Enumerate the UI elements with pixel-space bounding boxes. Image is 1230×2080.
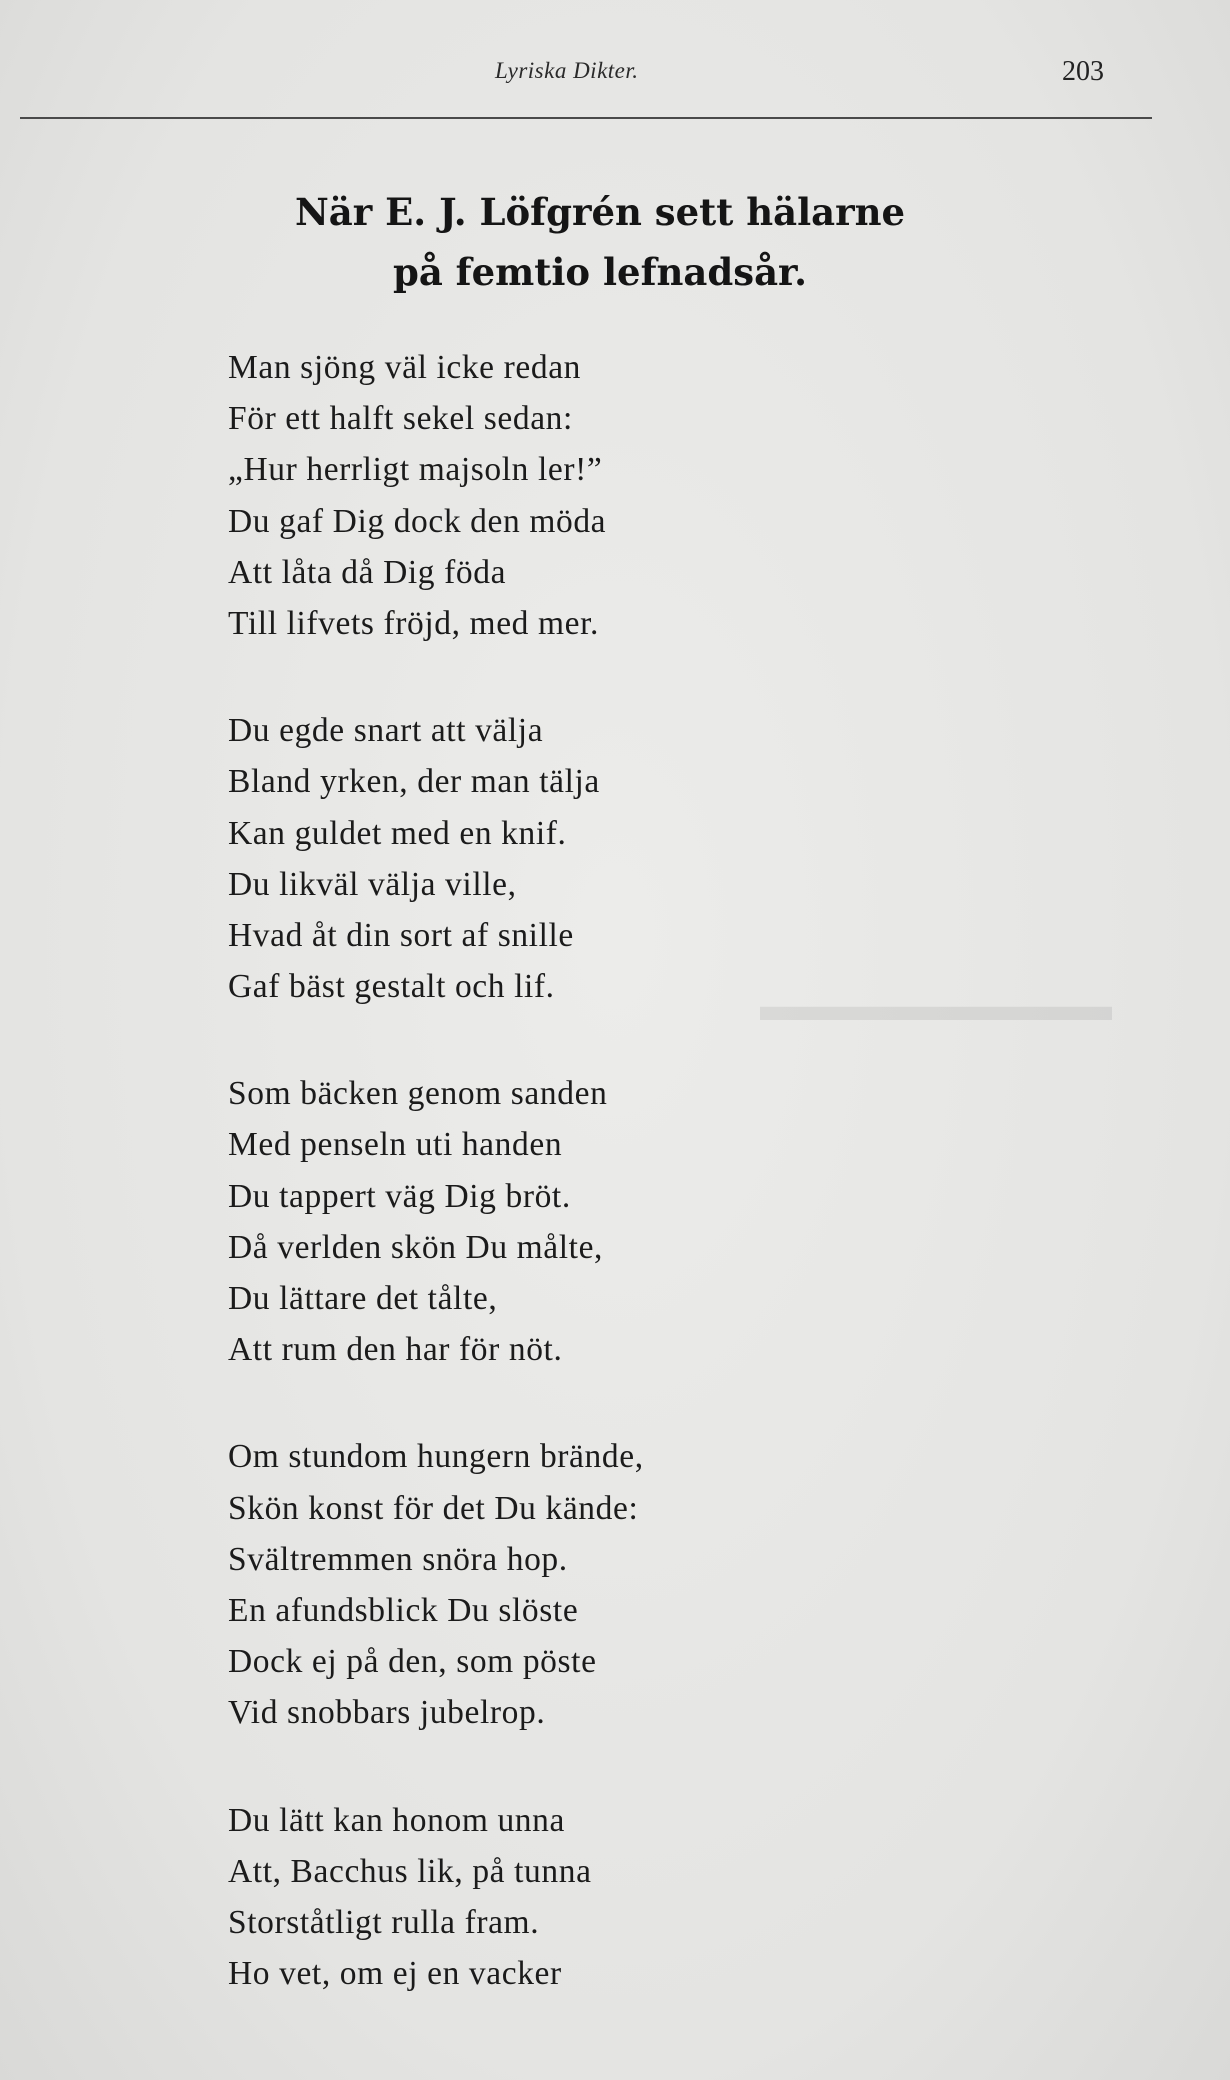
verse-line: Du gaf Dig dock den möda xyxy=(228,502,607,540)
header-rule xyxy=(20,117,1152,119)
verse-line: Till lifvets fröjd, med mer. xyxy=(228,604,600,642)
verse-line: Ho vet, om ej en vacker xyxy=(228,1955,562,1993)
stanza-4 xyxy=(228,1431,1048,1738)
verse-line: Gaf bäst gestalt och lif. xyxy=(228,968,555,1006)
stanza-5 xyxy=(228,1795,1048,2000)
verse-line: Som bäcken genom sanden xyxy=(228,1075,608,1113)
verse-line: Kan guldet med en knif. xyxy=(228,814,567,852)
verse-line: Svältremmen snöra hop. xyxy=(228,1540,568,1578)
verse-line: Med penseln uti handen xyxy=(228,1126,563,1164)
verse-line: Du lätt kan honom unna xyxy=(228,1801,565,1839)
verse-line: Hvad åt din sort af snille xyxy=(228,916,574,954)
verse-line: Om stundom hungern brände, xyxy=(228,1438,644,1476)
running-title: Lyriska Dikter. xyxy=(495,58,639,83)
stanza-3 xyxy=(228,1068,1048,1375)
page-number: 203 xyxy=(1062,56,1104,87)
verse-line: Dock ej på den, som pöste xyxy=(228,1643,597,1681)
poem-title-line: När E. J. Löfgrén sett hälarne xyxy=(294,190,906,234)
verse-line: Skön konst för det Du kände: xyxy=(228,1489,639,1527)
verse-line: Vid snobbars jubelrop. xyxy=(228,1694,546,1732)
verse-line: En afundsblick Du slöste xyxy=(228,1591,579,1629)
stanza-1 xyxy=(228,342,1048,649)
running-header xyxy=(0,58,1230,98)
verse-line: Du likväl välja ville, xyxy=(228,865,517,903)
stanza-2 xyxy=(228,705,1048,1012)
verse-line: Då verlden skön Du målte, xyxy=(228,1228,604,1266)
verse-line: För ett halft sekel sedan: xyxy=(228,400,573,438)
verse-line: Storståtligt rulla fram. xyxy=(228,1903,540,1941)
verse-line: Bland yrken, der man tälja xyxy=(228,763,600,801)
poem-title-line: på femtio lefnadsår. xyxy=(392,250,808,294)
verse-line: Man sjöng väl icke redan xyxy=(228,349,582,386)
verse-line: Att rum den har för nöt. xyxy=(228,1331,563,1369)
verse-line: Du egde snart att välja xyxy=(228,712,544,750)
verse-line: Att låta då Dig föda xyxy=(228,553,507,591)
bleed-through-decoration: ▬▬▬▬▬▬▬▬ xyxy=(760,981,1112,1030)
verse-line: „Hur herrligt majsoln ler!” xyxy=(228,451,603,489)
verse-line: Du tappert väg Dig bröt. xyxy=(228,1177,571,1215)
poem-body xyxy=(228,342,1048,2055)
verse-line: Du lättare det tålte, xyxy=(228,1280,498,1317)
verse-line: Att, Bacchus lik, på tunna xyxy=(228,1852,592,1890)
poem-title xyxy=(180,182,1020,302)
